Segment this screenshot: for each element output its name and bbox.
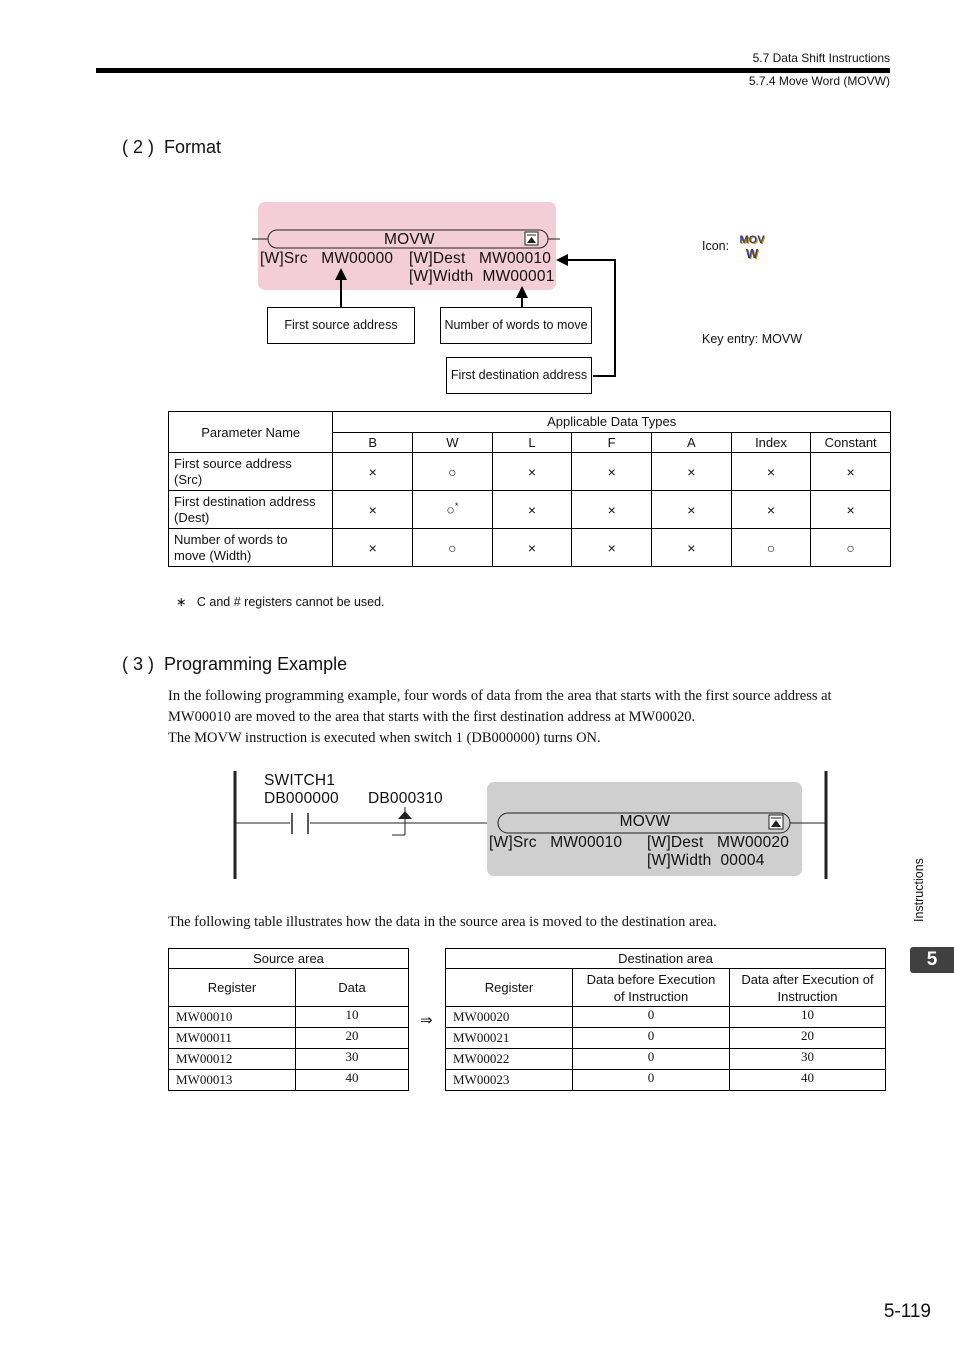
table-row: MW00010 10 [169, 1007, 409, 1028]
param-cell: ○ [811, 529, 891, 567]
footnote-mark: ∗ [176, 595, 187, 609]
format-heading [122, 137, 221, 158]
param-cell: ○* [413, 491, 493, 529]
format-heading-num: ( 2 ) [122, 137, 155, 157]
param-cell: × [811, 453, 891, 491]
param-col: F [572, 432, 652, 453]
ladder-block-dest: [W]Dest MW00020 [647, 834, 790, 851]
param-col: B [333, 432, 413, 453]
table-row: MW00012 30 [169, 1049, 409, 1070]
param-cell: ○ [413, 529, 493, 567]
table-row [169, 491, 891, 529]
param-col: Index [731, 432, 811, 453]
param-col: L [492, 432, 572, 453]
table-intro: The following table illustrates how the data in the source area is moved to the destination area. [168, 914, 717, 930]
table-row: MW00023 0 40 [446, 1070, 886, 1091]
rising-edge-contact [392, 807, 412, 835]
format-block-width: [W]Width MW00001 [409, 268, 555, 285]
movw-block-icon [769, 815, 783, 829]
param-col: A [651, 432, 731, 453]
table-row: MW00022 0 30 [446, 1049, 886, 1070]
param-cell: × [731, 453, 811, 491]
param-cell: × [572, 491, 652, 529]
param-cell: × [333, 529, 413, 567]
example-heading-num: ( 3 ) [122, 654, 155, 674]
ladder-switch-reg: DB000000 [264, 790, 339, 807]
example-heading [122, 654, 347, 675]
param-cell: × [333, 491, 413, 529]
page-number: 5-119 [883, 1301, 931, 1322]
param-cell: × [492, 453, 572, 491]
dest-col-register: Register [446, 969, 573, 1007]
table-row [169, 529, 891, 567]
example-heading-text: Programming Example [164, 654, 348, 674]
param-col: Constant [811, 432, 891, 453]
table-row: MW00011 20 [169, 1028, 409, 1049]
param-header-types: Applicable Data Types [333, 412, 891, 433]
ladder-block-src: [W]Src MW00010 [489, 834, 623, 851]
callout-dest: First destination address [446, 357, 592, 394]
paragraph-line: In the following programming example, four words of data from the area that starts with the first source address at [168, 688, 832, 704]
param-cell: × [651, 491, 731, 529]
param-name: First destination address (Dest) [169, 491, 333, 529]
dest-col-before: Data before Execution of Instruction [573, 969, 730, 1007]
key-entry: Key entry: MOVW [702, 332, 803, 346]
format-block-icon [525, 232, 538, 245]
format-block-src: [W]Src MW00000 [260, 250, 394, 267]
source-col-register: Register [169, 969, 296, 1007]
footnote-text: C and # registers cannot be used. [196, 595, 385, 609]
move-arrow: ⇒ [420, 1012, 433, 1029]
ladder-block-width: [W]Width 00004 [647, 852, 765, 869]
dest-table-title: Destination area [446, 949, 886, 969]
source-col-data: Data [296, 969, 409, 1007]
dest-table [445, 948, 886, 1091]
header-rule [96, 68, 890, 73]
table-row: MW00013 40 [169, 1070, 409, 1091]
ladder-switch-label: SWITCH1 [264, 772, 336, 789]
footnote-mark: * [454, 501, 459, 512]
header-section: 5.7 Data Shift Instructions [752, 51, 890, 65]
param-name: Number of words to move (Width) [169, 529, 333, 567]
source-table [168, 948, 409, 1091]
side-tab-label: Instructions [912, 858, 926, 922]
format-block-dest: [W]Dest MW00010 [409, 250, 552, 267]
param-cell: × [731, 491, 811, 529]
ladder-edge-reg: DB000310 [368, 790, 443, 807]
param-cell: × [333, 453, 413, 491]
paragraph-line: The MOVW instruction is executed when switch 1 (DB000000) turns ON. [168, 730, 601, 746]
param-cell: × [811, 491, 891, 529]
param-header-name: Parameter Name [169, 412, 333, 453]
callout-width: Number of words to move [440, 307, 592, 344]
ladder-block-name: MOVW [619, 813, 671, 830]
param-table [168, 411, 891, 567]
table-row: MW00020 0 10 [446, 1007, 886, 1028]
param-cell: × [572, 453, 652, 491]
param-cell: × [492, 491, 572, 529]
param-cell: × [651, 453, 731, 491]
paragraph-line: MW00010 are moved to the area that starts with the first destination address at MW00020. [168, 709, 696, 725]
param-cell: × [572, 529, 652, 567]
param-name: First source address (Src) [169, 453, 333, 491]
param-cell: × [651, 529, 731, 567]
dest-col-after: Data after Execution of Instruction [730, 969, 886, 1007]
format-block-name: MOVW [384, 231, 435, 248]
icon-label: Icon: [702, 239, 730, 253]
table-row: MW00021 0 20 [446, 1028, 886, 1049]
contact-switch1 [292, 813, 308, 834]
table-row [169, 453, 891, 491]
format-heading-text: Format [164, 137, 222, 157]
footnote [176, 594, 385, 609]
param-col: W [413, 432, 493, 453]
chapter-tab: 5 [910, 947, 954, 973]
param-cell: ○ [731, 529, 811, 567]
example-paragraph [168, 686, 898, 749]
source-table-title: Source area [169, 949, 409, 969]
param-cell: × [492, 529, 572, 567]
param-cell: ○ [413, 453, 493, 491]
movw-icon-bottom: W [745, 246, 759, 261]
movw-icon [735, 234, 769, 266]
header-subsection: 5.7.4 Move Word (MOVW) [748, 74, 890, 88]
movw-icon-top: MOV [739, 234, 765, 246]
callout-src: First source address [267, 307, 415, 344]
